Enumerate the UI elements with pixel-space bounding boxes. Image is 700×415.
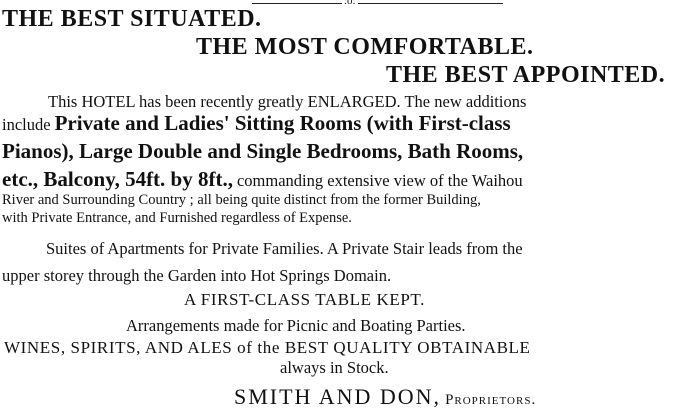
para1-line4 [2,167,523,192]
headline-best-situated: THE BEST SITUATED. [2,6,262,32]
picnic-boating-line: Arrangements made for Picnic and Boating Parties. [126,316,466,335]
para1-line5: River and Surrounding Country ; all being quite distinct from the former Building, [2,192,481,208]
para1-line2 [2,111,511,136]
top-rule-right [358,3,503,4]
para1-line1: This HOTEL has been recently greatly ENLARGED. The new additions [48,92,527,111]
first-class-table-line: A FIRST-CLASS TABLE KEPT. [184,290,425,309]
separator-mark: :o: [344,0,356,7]
headline-most-comfortable: THE MOST COMFORTABLE. [196,34,534,60]
wines-spirits-line: WINES, SPIRITS, AND ALES of the BEST QUALITY OBTAINABLE [4,338,531,357]
top-rule-left [252,3,342,4]
para2-line1: Suites of Apartments for Private Families. A Private Stair leads from the [46,239,523,258]
proprietor-names: SMITH AND DON, [234,384,442,409]
signature-line [234,384,536,410]
para1-balcony-highlight: etc., Balcony, 54ft. by 8ft., [2,167,233,191]
headline-best-appointed: THE BEST APPOINTED. [386,62,666,88]
para2-line2: upper storey through the Garden into Hot Springs Domain. [2,266,392,285]
para1-line3: Pianos), Large Double and Single Bedrooms, Bath Rooms, [2,139,524,163]
para1-view-text: commanding extensive view of the Waihou [236,171,523,190]
para1-rooms-highlight: Private and Ladies' Sitting Rooms (with First-class [54,111,511,135]
proprietors-title: Proprietors. [445,392,537,408]
para1-line6: with Private Entrance, and Furnished regardless of Expense. [2,210,352,226]
para1-include-word: include [2,115,51,134]
always-in-stock-line: always in Stock. [280,358,389,377]
